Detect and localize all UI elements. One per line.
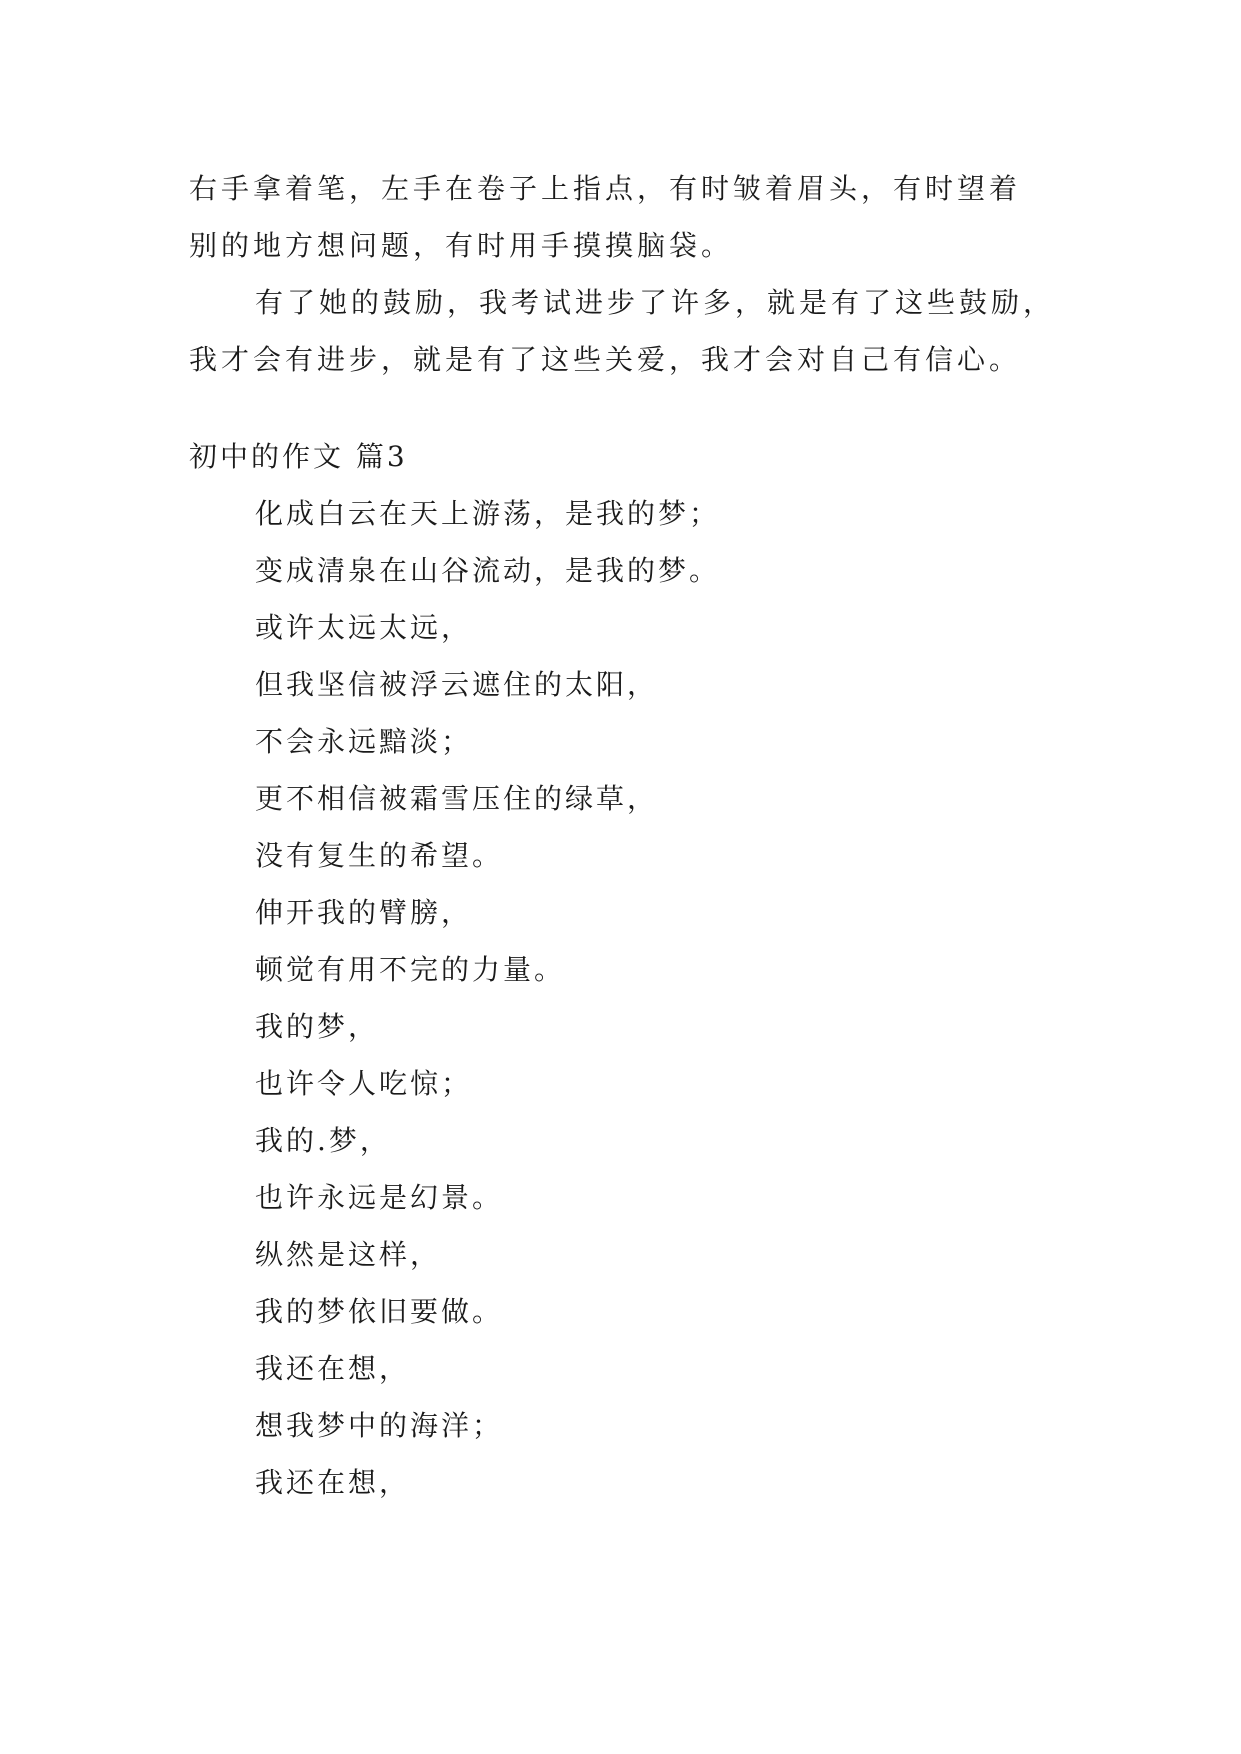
poem-line: 也许令人吃惊；	[255, 1067, 473, 1100]
paragraph-line: 别的地方想问题，有时用手摸摸脑袋。	[189, 229, 734, 262]
poem-line: 纵然是这样，	[255, 1238, 442, 1271]
poem-line: 也许永远是幻景。	[255, 1181, 504, 1214]
section-spacer	[189, 388, 1089, 428]
paragraph-line: 我才会有进步，就是有了这些关爱，我才会对自己有信心。	[189, 343, 1022, 376]
poem-line: 或许太远太远，	[255, 611, 473, 644]
poem-line: 但我坚信被浮云遮住的太阳，	[255, 668, 659, 701]
paragraph-line: 有了她的鼓励，我考试进步了许多，就是有了这些鼓励，	[255, 286, 1056, 319]
poem-line: 我的梦依旧要做。	[255, 1295, 504, 1328]
poem-line: 伸开我的臂膀，	[255, 896, 473, 929]
poem-line: 想我梦中的海洋；	[255, 1409, 504, 1442]
poem-line: 没有复生的希望。	[255, 839, 504, 872]
poem-line: 顿觉有用不完的力量。	[255, 953, 566, 986]
poem-line: 我还在想，	[255, 1466, 411, 1499]
poem-line: 化成白云在天上游荡，是我的梦；	[255, 497, 721, 530]
poem-line: 我的梦，	[255, 1010, 380, 1043]
paragraph-line: 右手拿着笔，左手在卷子上指点，有时皱着眉头，有时望着	[189, 172, 1022, 205]
poem-line: 不会永远黯淡；	[255, 725, 473, 758]
document-body	[189, 160, 1089, 1511]
poem-line: 我的.梦，	[255, 1124, 391, 1157]
poem	[189, 485, 1089, 1511]
section-title: 初中的作文 篇3	[189, 440, 408, 473]
poem-line: 更不相信被霜雪压住的绿草，	[255, 782, 659, 815]
poem-line: 变成清泉在山谷流动，是我的梦。	[255, 554, 721, 587]
poem-line: 我还在想，	[255, 1352, 411, 1385]
